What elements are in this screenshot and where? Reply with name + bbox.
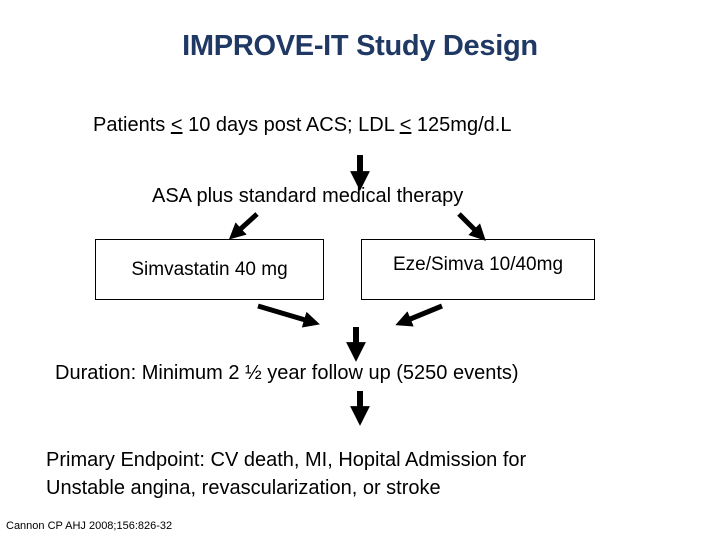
criteria-text-3: 125mg/d.L [411, 114, 512, 136]
primary-endpoint-line-2: Unstable angina, revascularization, or stroke [46, 477, 441, 499]
arrow-from-simvastatin [258, 306, 312, 322]
citation: Cannon CP AHJ 2008;156:826-32 [6, 520, 173, 532]
background-therapy: ASA plus standard medical therapy [152, 185, 464, 207]
criteria-text-2: 10 days post ACS; LDL [182, 114, 400, 136]
eze-simva-arm-label: Eze/Simva 10/40mg [392, 254, 564, 275]
less-equal-symbol-1: < [170, 114, 183, 136]
arrow-to-simvastatin [235, 214, 257, 234]
arrow-from-eze-simva [403, 306, 442, 322]
simvastatin-arm-label: Simvastatin 40 mg [131, 258, 288, 280]
less-equal-symbol-2: < [399, 114, 412, 136]
primary-endpoint-line-1: Primary Endpoint: CV death, MI, Hopital Admission for [46, 449, 527, 471]
criteria-text-1: Patients [93, 114, 171, 136]
slide-title: IMPROVE-IT Study Design [182, 30, 538, 62]
arrow-to-eze-simva [459, 214, 480, 235]
duration-text: Duration: Minimum 2 ½ year follow up (5250 events) [55, 362, 519, 384]
